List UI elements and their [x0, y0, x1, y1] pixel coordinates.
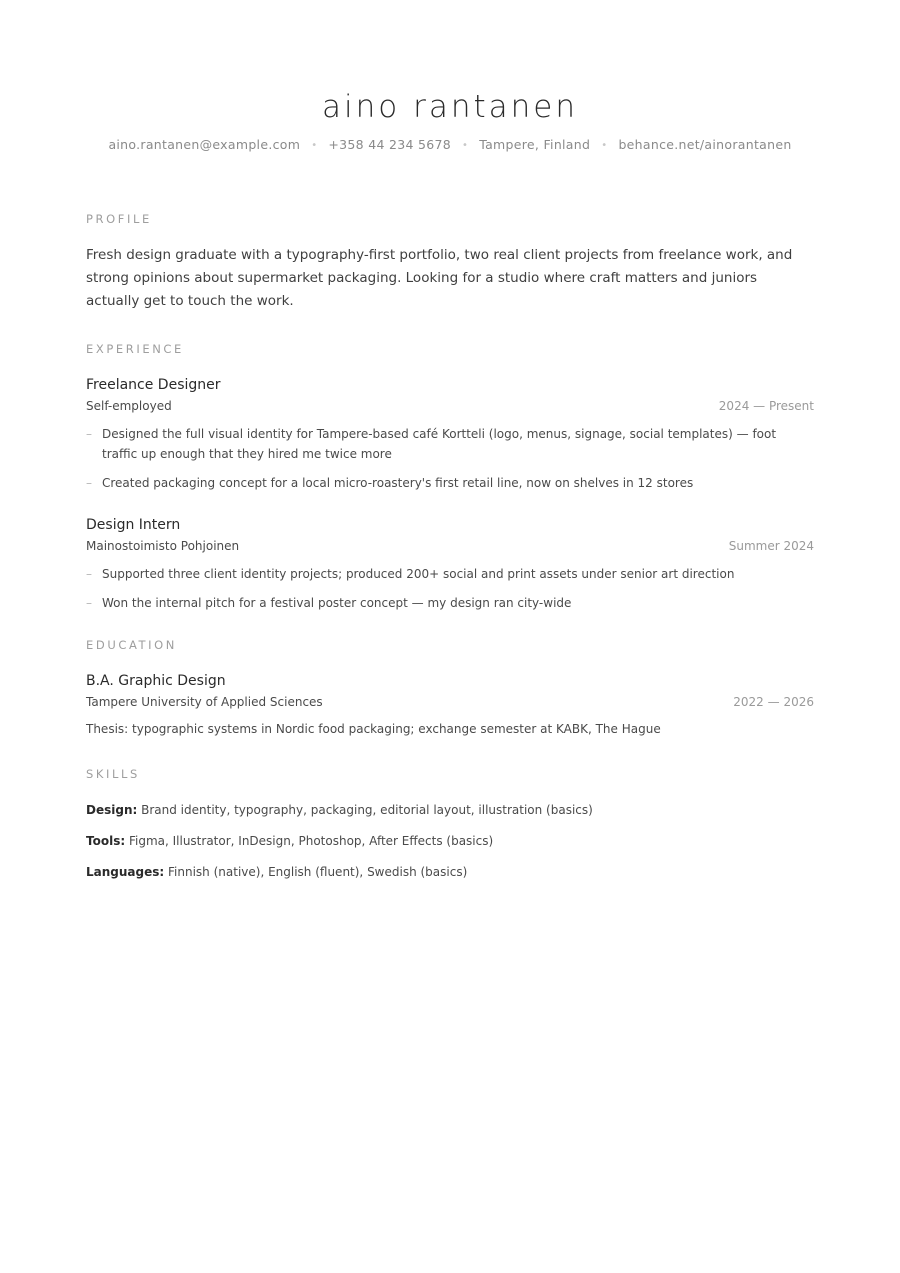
- contact-location: Tampere, Finland: [479, 137, 591, 152]
- job-title: Design Intern: [86, 517, 181, 533]
- skill-value: Brand identity, typography, packaging, editorial layout, illustration (basics): [141, 803, 593, 817]
- section-title-experience: EXPERIENCE: [86, 342, 184, 356]
- school-name: Tampere University of Applied Sciences: [86, 695, 323, 709]
- education-entry: [86, 671, 814, 738]
- job-bullet-text: Supported three client identity projects; produced 200+ social and print assets under senior art direction: [102, 567, 735, 581]
- skill-label: Tools:: [86, 834, 126, 848]
- profile-section: [86, 211, 814, 313]
- job-dates: 2024 — Present: [718, 399, 814, 413]
- dash-bullet-icon: –: [86, 427, 92, 441]
- skill-value: Figma, Illustrator, InDesign, Photoshop, After Effects (basics): [128, 834, 494, 848]
- experience-section: [86, 341, 814, 613]
- contact-line: [86, 136, 814, 155]
- job-bullet-text: Created packaging concept for a local micro-roastery's first retail line, now on shelves in 12 stores: [102, 476, 694, 490]
- skills-section: [86, 766, 814, 881]
- skill-line-languages: [86, 864, 814, 881]
- skill-line-design: [86, 802, 814, 819]
- education-dates: 2022 — 2026: [733, 695, 814, 709]
- job-bullet: [86, 473, 814, 493]
- dash-bullet-icon: –: [86, 596, 92, 610]
- job-bullets: [86, 424, 814, 493]
- job-bullet: [86, 593, 814, 613]
- skill-line-tools: [86, 833, 814, 850]
- contact-phone[interactable]: +358 44 234 5678: [328, 137, 452, 152]
- dash-bullet-icon: –: [86, 476, 92, 490]
- job-entry: [86, 515, 814, 613]
- dash-bullet-icon: –: [86, 567, 92, 581]
- contact-email[interactable]: aino.rantanen@example.com: [108, 137, 301, 152]
- job-entry: [86, 375, 814, 493]
- education-note: Thesis: typographic systems in Nordic food packaging; exchange semester at KABK, The Hague: [86, 722, 661, 736]
- job-organization: Mainostoimisto Pohjoinen: [86, 539, 240, 553]
- education-meta: [86, 694, 814, 711]
- skill-label: Languages:: [86, 865, 165, 879]
- job-bullet: [86, 564, 814, 584]
- job-bullet-text: Designed the full visual identity for Tampere-based café Kortteli (logo, menus, signage, social templates) — foot traffic up enough that they hired me twice more: [102, 427, 777, 461]
- contact-website[interactable]: behance.net/ainorantanen: [618, 137, 792, 152]
- job-organization: Self-employed: [86, 399, 172, 413]
- section-title-education: EDUCATION: [86, 638, 178, 652]
- education-section: [86, 637, 814, 738]
- job-dates: Summer 2024: [728, 539, 814, 553]
- candidate-name: aino rantanen: [322, 89, 578, 125]
- skills-list: [86, 802, 814, 881]
- skill-label: Design:: [86, 803, 138, 817]
- resume-header: [86, 0, 814, 155]
- job-title: Freelance Designer: [86, 377, 221, 393]
- job-meta: [86, 398, 814, 415]
- job-bullet-text: Won the internal pitch for a festival poster concept — my design ran city-wide: [102, 596, 572, 610]
- section-title-skills: SKILLS: [86, 767, 140, 781]
- separator-dot: •: [311, 140, 318, 151]
- separator-dot: •: [601, 140, 608, 151]
- degree-title: B.A. Graphic Design: [86, 673, 226, 689]
- job-bullets: [86, 564, 814, 613]
- job-meta: [86, 538, 814, 555]
- section-title-profile: PROFILE: [86, 212, 152, 226]
- separator-dot: •: [462, 140, 469, 151]
- profile-text: Fresh design graduate with a typography-first portfolio, two real client projects from freelance work, and strong opinions about supermarket packaging. Looking for a studio where craft matters and juniors actually get to touch the work.: [86, 247, 793, 309]
- job-bullet: [86, 424, 814, 464]
- skill-value: Finnish (native), English (fluent), Swedish (basics): [168, 865, 468, 879]
